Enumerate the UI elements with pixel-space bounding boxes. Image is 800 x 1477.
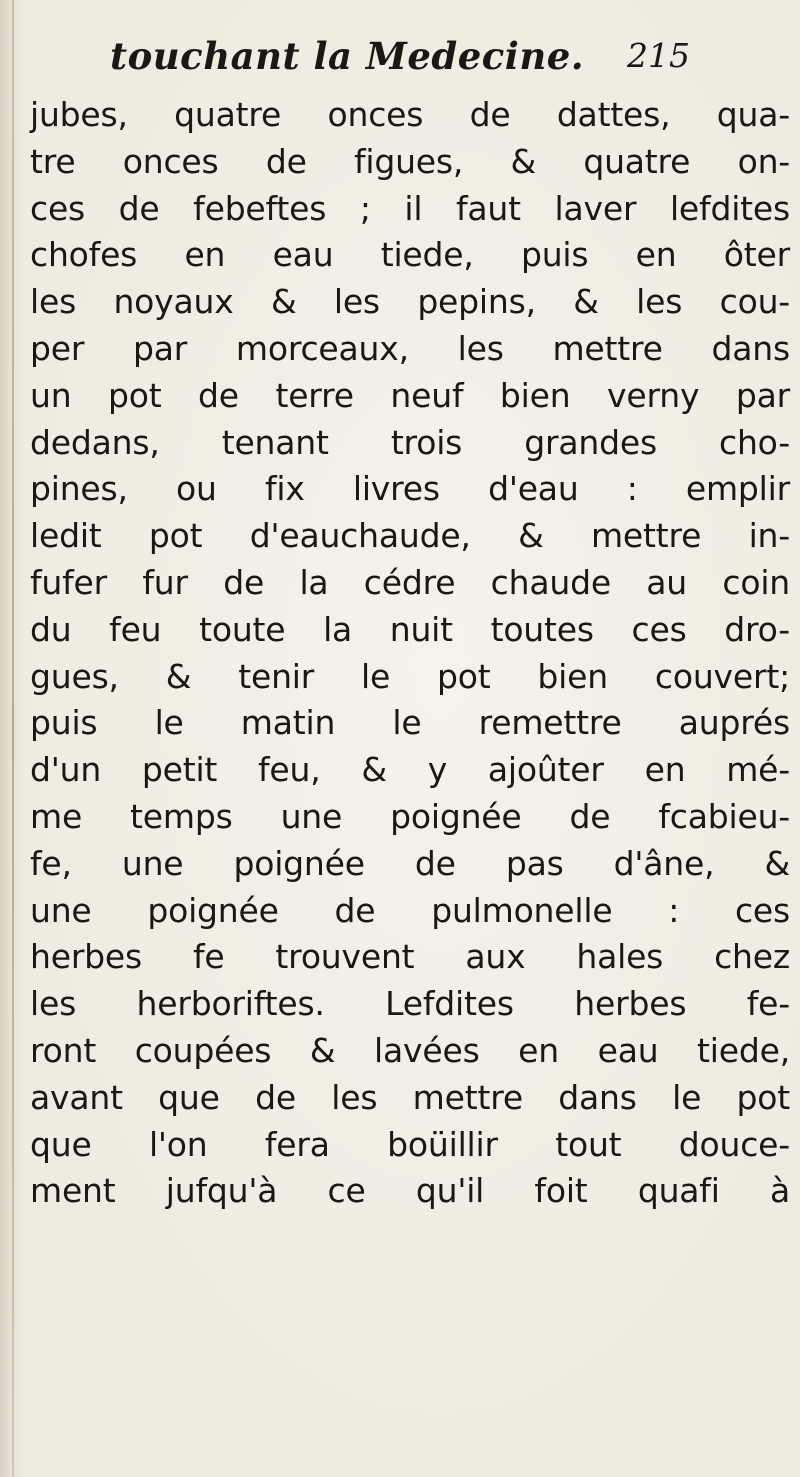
text-line: herbes fe trouvent aux hales chez: [30, 937, 790, 977]
text-line: du feu toute la nuit toutes ces dro-: [30, 609, 790, 649]
text-line: gues, & tenir le pot bien couvert;: [30, 656, 790, 696]
text-line: jubes, quatre onces de dattes, qua-: [30, 95, 790, 134]
text-line: les noyaux & les pepins, & les cou-: [30, 282, 790, 322]
text-line: tre onces de figues, & quatre on-: [30, 141, 790, 181]
text-line: puis le matin le remettre auprés: [30, 703, 790, 743]
text-line: dedans, tenant trois grandes cho-: [30, 422, 790, 462]
text-line: ledit pot d'eauchaude, & mettre in-: [30, 516, 790, 556]
text-line: chofes en eau tiede, puis en ôter: [30, 235, 790, 275]
running-head: [110, 34, 690, 84]
text-line: fe, une poignée de pas d'âne, &: [30, 843, 790, 883]
text-line: ment jufqu'à ce qu'il foit quafi à: [30, 1171, 790, 1211]
text-line: ront coupées & lavées en eau tiede,: [30, 1030, 790, 1070]
text-line: me temps une poignée de fcabieu-: [30, 796, 790, 836]
binding-edge: [12, 0, 14, 1477]
text-line: per par morceaux, les mettre dans: [30, 328, 790, 368]
text-line: un pot de terre neuf bien verny par: [30, 375, 790, 415]
text-line: fufer fur de la cédre chaude au coin: [30, 562, 790, 602]
text-line: ces de febeftes ; il faut laver lefdites: [30, 188, 790, 228]
text-line: d'un petit feu, & y ajoûter en mé-: [30, 750, 790, 790]
page-gutter: [0, 0, 22, 1477]
running-title: touchant la Medecine.: [110, 34, 585, 78]
page-number: 215: [627, 36, 690, 75]
text-line: avant que de les mettre dans le pot: [30, 1077, 790, 1117]
text-line: pines, ou fix livres d'eau : emplir: [30, 469, 790, 509]
text-line: que l'on fera boüillir tout douce-: [30, 1124, 790, 1164]
body-text: [30, 92, 790, 1215]
text-line: les herboriftes. Lefdites herbes fe-: [30, 984, 790, 1024]
text-line: une poignée de pulmonelle : ces: [30, 890, 790, 930]
